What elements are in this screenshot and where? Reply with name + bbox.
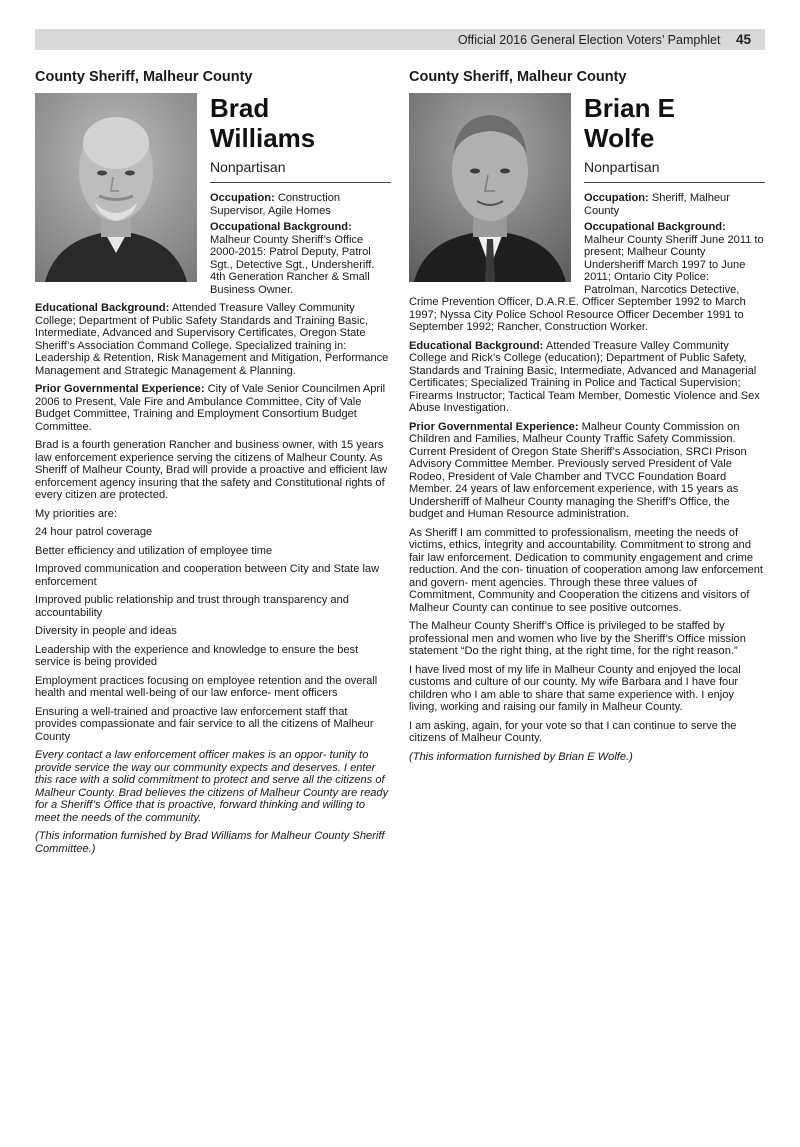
statement-paragraph: I have lived most of my life in Malheur County and enjoyed the local customs and culture of our county. My wife Barbara and I have four children who I am able to share that same experience with. I enjoy living, working and raising our family in Malheur County.: [409, 663, 741, 713]
occupation: Occupation: Sheriff, Malheur County: [584, 192, 730, 217]
furnished-by: (This information furnished by Brad Williams for Malheur County Sheriff Committee.): [35, 830, 385, 855]
office-heading: County Sheriff, Malheur County: [409, 69, 627, 85]
party-affiliation: Nonpartisan: [210, 159, 286, 175]
governmental-experience: Prior Governmental Experience: City of Vale Senior Councilmen April 2006 to Present, Vale Fire and Ambulance Committee, City of Vale Budget Committee, Training and Employment Consortium Budget Committee.: [35, 383, 386, 433]
priority-item: Ensuring a well-trained and proactive law enforcement staff that provides compassionate and fair service to all the citizens of Malheur County: [35, 705, 374, 743]
candidate-photo-wolfe: [409, 93, 571, 282]
priority-item: Employment practices focusing on employee retention and the overall health and mental well-being of our law enforce- ment officers: [35, 674, 378, 699]
statement-paragraph: As Sheriff I am committed to professionalism, meeting the needs of victims, ethics, integrity and accountability. Commitment to strong and fair law enforcement. Dedication to community engagement and crime reduction. And the con- tinuation of cooperation among law enforcement and govern- ment agencies. Through these three values of Commitment, Community and Cooperation the citizens and visitors of Malheur County can continue to see positive outcomes.: [409, 526, 763, 614]
occupation: Occupation: Construction Supervisor, Agile Homes: [210, 192, 341, 217]
closing-statement: Every contact a law enforcement officer makes is an oppor- tunity to provide service the way our community expects and deserves. I enter this race with a solid commitment to protect and serve all the citizens of Malheur County. Brad believes the citizens of Malheur County are ready for a Sheriff’s Office that is proactive, forward thinking and willing to meet the needs of the community.: [35, 749, 389, 824]
statement-paragraph: The Malheur County Sheriff’s Office is privileged to be staffed by professional men and women who live by the Sheriff’s Office mission statement “Do the right thing, at the right time, for the right reason.”: [409, 620, 746, 657]
priority-item: 24 hour patrol coverage: [35, 526, 153, 538]
statement-paragraph: I am asking, again, for your vote so that I can continue to serve the citizens of Malheur County.: [409, 719, 737, 744]
name-divider: [584, 182, 765, 183]
candidate-name-last: Williams: [210, 123, 316, 153]
pamphlet-title: Official 2016 General Election Voters’ Pamphlet: [457, 33, 721, 47]
statement-paragraph: Brad is a fourth generation Rancher and business owner, with 15 years law enforcement experience serving the citizens of Malheur County. As Sheriff of Malheur County, Brad will provide a proactive and efficient law enforcement agency insuring that the safety and Constitutional rights of every citizen are protected.: [35, 439, 388, 501]
office-heading: County Sheriff, Malheur County: [35, 69, 253, 85]
priority-item: Improved communication and cooperation between City and State law enforcement: [35, 563, 380, 588]
furnished-by: (This information furnished by Brian E Wolfe.): [409, 750, 633, 763]
candidate-column-williams: [35, 69, 391, 861]
statement-paragraph: My priorities are:: [35, 507, 117, 520]
occupational-background: Occupational Background: Malheur County Sheriff June 2011 to present; Malheur County Undersheriff March 1997 to June 2011; Ontario City Police: Patrolman, Narcotics Detective, Crime Prevention Officer, D.A.R.E. Officer September 1992 to March 1997; Nyssa City Police School Resource Officer December 1991 to September 1992; Rancher, Construction Worker.: [409, 221, 764, 333]
priority-item: Improved public relationship and trust through transparency and accountability: [35, 594, 349, 619]
occupational-background: Occupational Background: Malheur County Sheriff’s Office 2000-2015: Patrol Deputy, Patrol Sgt., Detective Sgt., Undersheriff. 4th Generation Rancher & Small Business Owner.: [210, 221, 375, 296]
priority-item: Better efficiency and utilization of employee time: [35, 544, 273, 557]
priority-item: Leadership with the experience and knowledge to ensure the best service is being provided: [35, 643, 359, 668]
educational-background: Educational Background: Attended Treasure Valley Community College; Department of Public Safety Standards and Training Basic, Intermediate, Advanced and Supervisory Certificates, Oregon State Sheriff’s Association Command College. Specialized training in: Leadership & Retention, Risk Management and Mitigation, Performance Management and Strategic Management & Planning.: [35, 302, 389, 377]
page-header-bar: [35, 29, 765, 50]
educational-background: Educational Background: Attended Treasure Valley Community College and Rick’s College (education); Department of Public Safety, Standards and Training Basic, Intermediate, Advanced and Managerial Certificates; Specialized Training in Police and Tactical Supervision; Firearms Instructor; Tactical Team Member, Domestic Violence and Sex Abuse Investigation.: [409, 339, 760, 414]
name-divider: [210, 182, 391, 183]
page-header: [458, 32, 751, 47]
candidate-name-first: Brad: [210, 93, 270, 123]
candidate-name-first: Brian E: [584, 93, 676, 123]
governmental-experience: Prior Governmental Experience: Malheur County Commission on Children and Families, Malheur County Traffic Safety Commission. Current President of Oregon State Sheriff’s Association, SRCI Prison Advisory Committee Member. Previously served President of Vale Rodeo, President of Vale Chamber and TVCC Foundation Board Member. 24 years of law enforcement experience, with 15 years as Undersheriff of Malheur County managing the Sheriff’s Office, the budget and Human Resource administration.: [409, 420, 747, 520]
priority-item: Diversity in people and ideas: [35, 625, 177, 637]
candidate-column-wolfe: [409, 69, 765, 769]
candidate-name-last: Wolfe: [584, 123, 655, 153]
candidate-photo-williams: [35, 93, 197, 282]
party-affiliation: Nonpartisan: [584, 159, 660, 175]
page-number: 45: [735, 32, 751, 47]
